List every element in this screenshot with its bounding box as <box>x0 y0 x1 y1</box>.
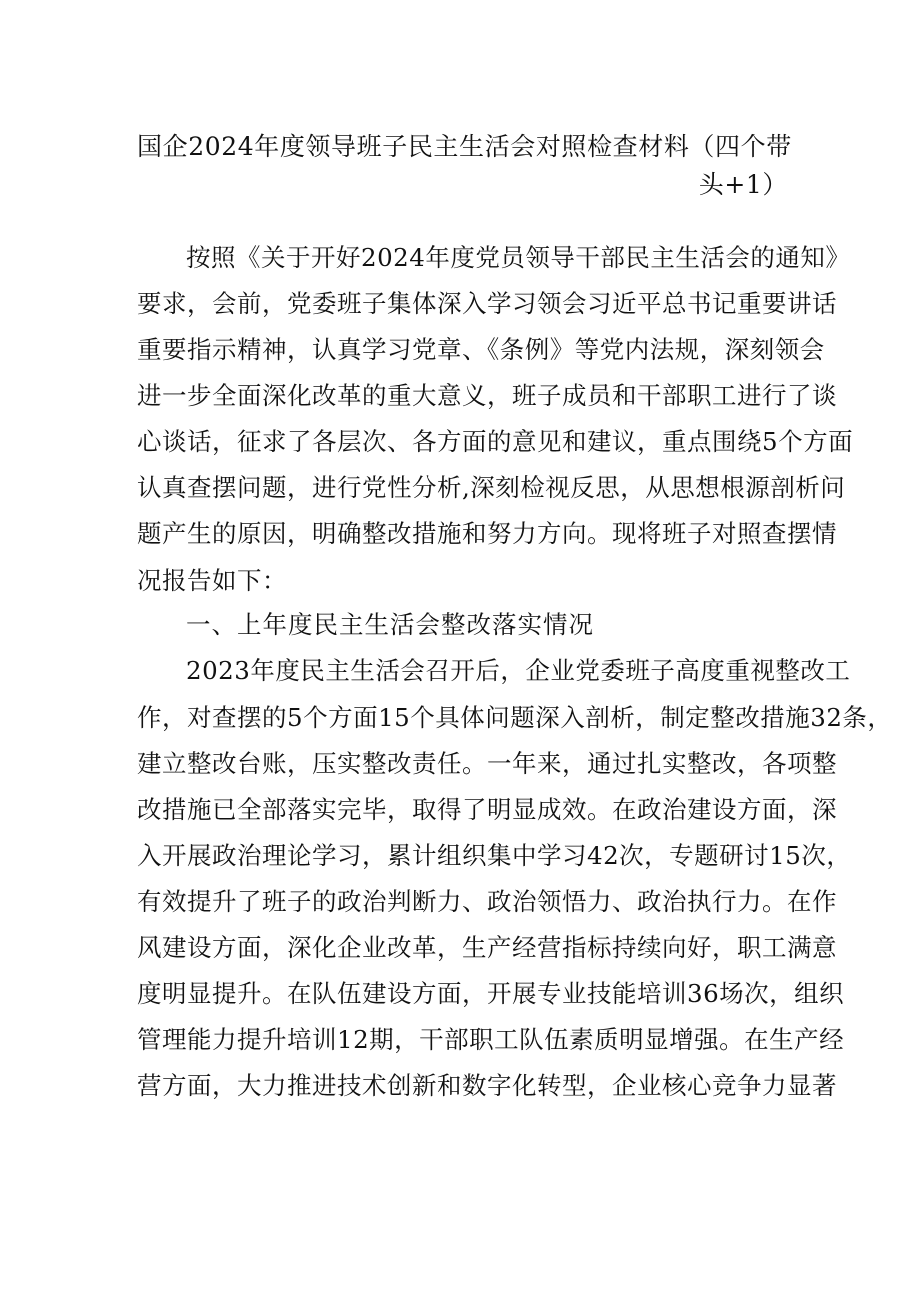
paragraph-1-line: 况报告如下： <box>137 566 287 595</box>
paragraph-2-line: 度明显提升。在队伍建设方面，开展专业技能培训36场次，组织 <box>137 979 845 1008</box>
paragraph-1-line: 要求，会前，党委班子集体深入学习领会习近平总书记重要讲话 <box>137 289 837 318</box>
document-title-line-1: 国企2024年度领导班子民主生活会对照检查材料（四个带 <box>137 132 792 161</box>
paragraph-2-line: 入开展政治理论学习，累计组织集中学习42次，专题研讨15次， <box>137 841 852 870</box>
paragraph-1-line: 认真查摆问题，进行党性分析,深刻检视反思，从思想根源剖析问 <box>137 473 846 502</box>
paragraph-2-line: 作，对查摆的5个方面15个具体问题深入剖析，制定整改措施32条， <box>137 703 893 732</box>
paragraph-2-line: 改措施已全部落实完毕，取得了明显成效。在政治建设方面，深 <box>137 795 837 824</box>
paragraph-2-line: 2023年度民主生活会召开后，企业党委班子高度重视整改工 <box>186 656 851 685</box>
paragraph-1-line: 重要指示精神，认真学习党章、《条例》等党内法规，深刻领会 <box>137 335 825 364</box>
section-heading: 一、上年度民主生活会整改落实情况 <box>186 610 594 639</box>
paragraph-2-line: 风建设方面，深化企业改革，生产经营指标持续向好，职工满意 <box>137 933 837 962</box>
paragraph-2-line: 有效提升了班子的政治判断力、政治领悟力、政治执行力。在作 <box>137 887 837 916</box>
paragraph-2-line: 建立整改台账，压实整改责任。一年来，通过扎实整改，各项整 <box>137 749 837 778</box>
paragraph-1-line: 进一步全面深化改革的重大意义，班子成员和干部职工进行了谈 <box>137 381 837 410</box>
paragraph-1-line: 心谈话，征求了各层次、各方面的意见和建议，重点围绕5个方面 <box>137 427 854 456</box>
document-title-line-2: 头+1） <box>698 170 788 199</box>
paragraph-1-line: 题产生的原因，明确整改措施和努力方向。现将班子对照查摆情 <box>137 519 837 548</box>
paragraph-1-line: 按照《关于开好2024年度党员领导干部民主生活会的通知》 <box>186 243 851 272</box>
paragraph-2-line: 管理能力提升培训12期，干部职工队伍素质明显增强。在生产经 <box>137 1025 845 1054</box>
paragraph-2-line: 营方面，大力推进技术创新和数字化转型，企业核心竞争力显著 <box>137 1071 837 1100</box>
